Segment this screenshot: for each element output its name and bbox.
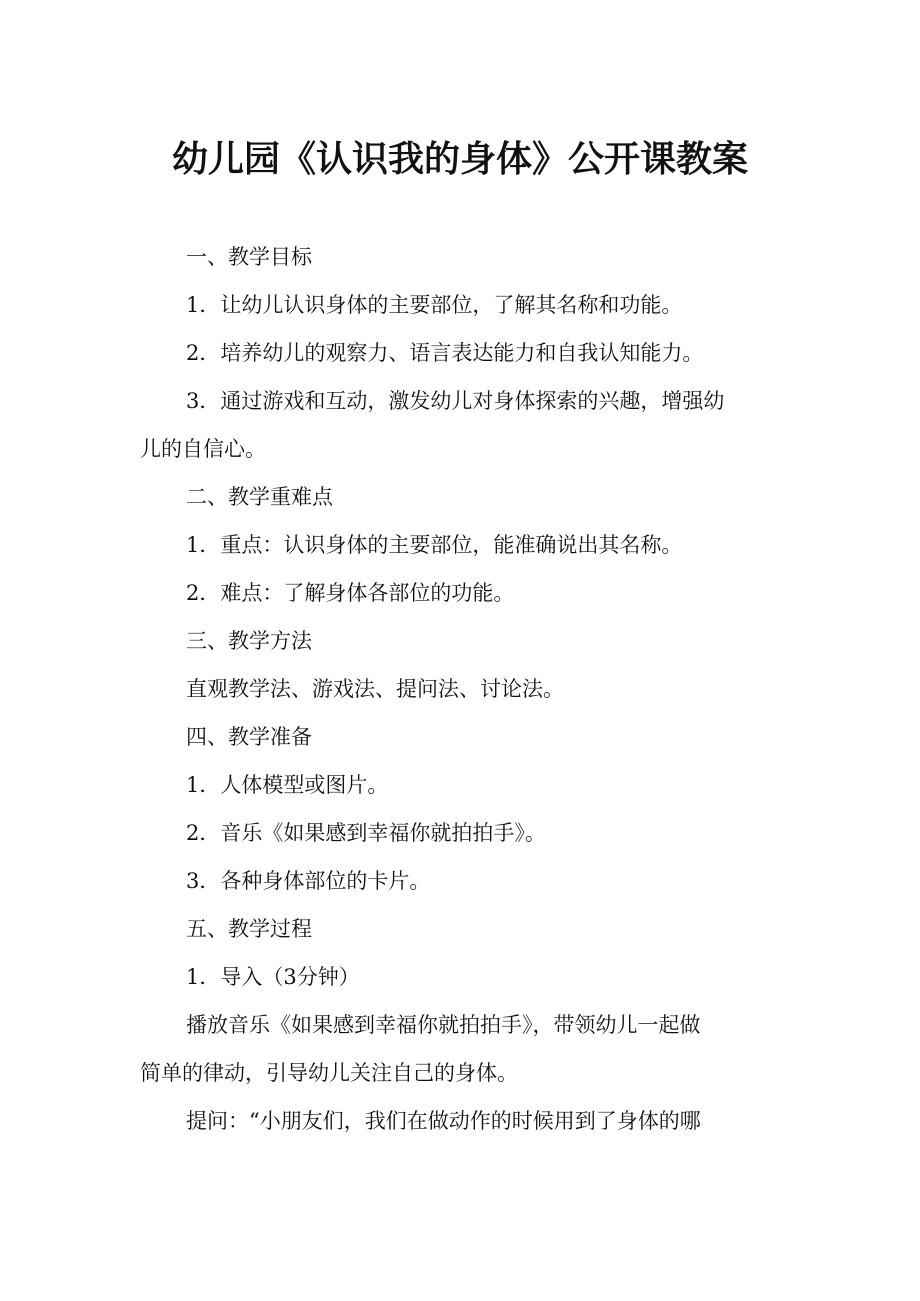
- paragraph-line: 2．难点：了解身体各部位的功能。: [186, 581, 515, 605]
- section-heading-key-points: 二、教学重难点: [186, 485, 333, 509]
- paragraph-line: 简单的律动，引导幼儿关注自己的身体。: [140, 1061, 518, 1085]
- paragraph-line: 1．让幼儿认识身体的主要部位，了解其名称和功能。: [186, 293, 683, 317]
- section-heading-methods: 三、教学方法: [186, 629, 312, 653]
- paragraph-line: 1．人体模型或图片。: [186, 773, 389, 797]
- section-heading-preparation: 四、教学准备: [186, 725, 312, 749]
- paragraph-line: 儿的自信心。: [140, 437, 266, 461]
- paragraph-line: 2．音乐《如果感到幸福你就拍拍手》。: [186, 821, 546, 845]
- paragraph-line: 1．导入（3分钟）: [186, 965, 360, 989]
- paragraph-line: 1．重点：认识身体的主要部位，能准确说出其名称。: [186, 533, 683, 557]
- document-title: 幼儿园《认识我的身体》公开课教案: [171, 139, 748, 180]
- paragraph-line: 3．通过游戏和互动，激发幼儿对身体探索的兴趣，增强幼: [186, 389, 725, 413]
- section-heading-process: 五、教学过程: [186, 917, 312, 941]
- paragraph-line: 直观教学法、游戏法、提问法、讨论法。: [186, 677, 564, 701]
- paragraph-line: 提问：“小朋友们，我们在做动作的时候用到了身体的哪: [186, 1109, 701, 1133]
- document-body: [140, 233, 780, 1145]
- section-heading-objectives: 一、教学目标: [186, 245, 312, 269]
- paragraph-line: 3．各种身体部位的卡片。: [186, 869, 431, 893]
- paragraph-line: 播放音乐《如果感到幸福你就拍拍手》，带领幼儿一起做: [186, 1013, 701, 1037]
- paragraph-line: 2．培养幼儿的观察力、语言表达能力和自我认知能力。: [186, 341, 704, 365]
